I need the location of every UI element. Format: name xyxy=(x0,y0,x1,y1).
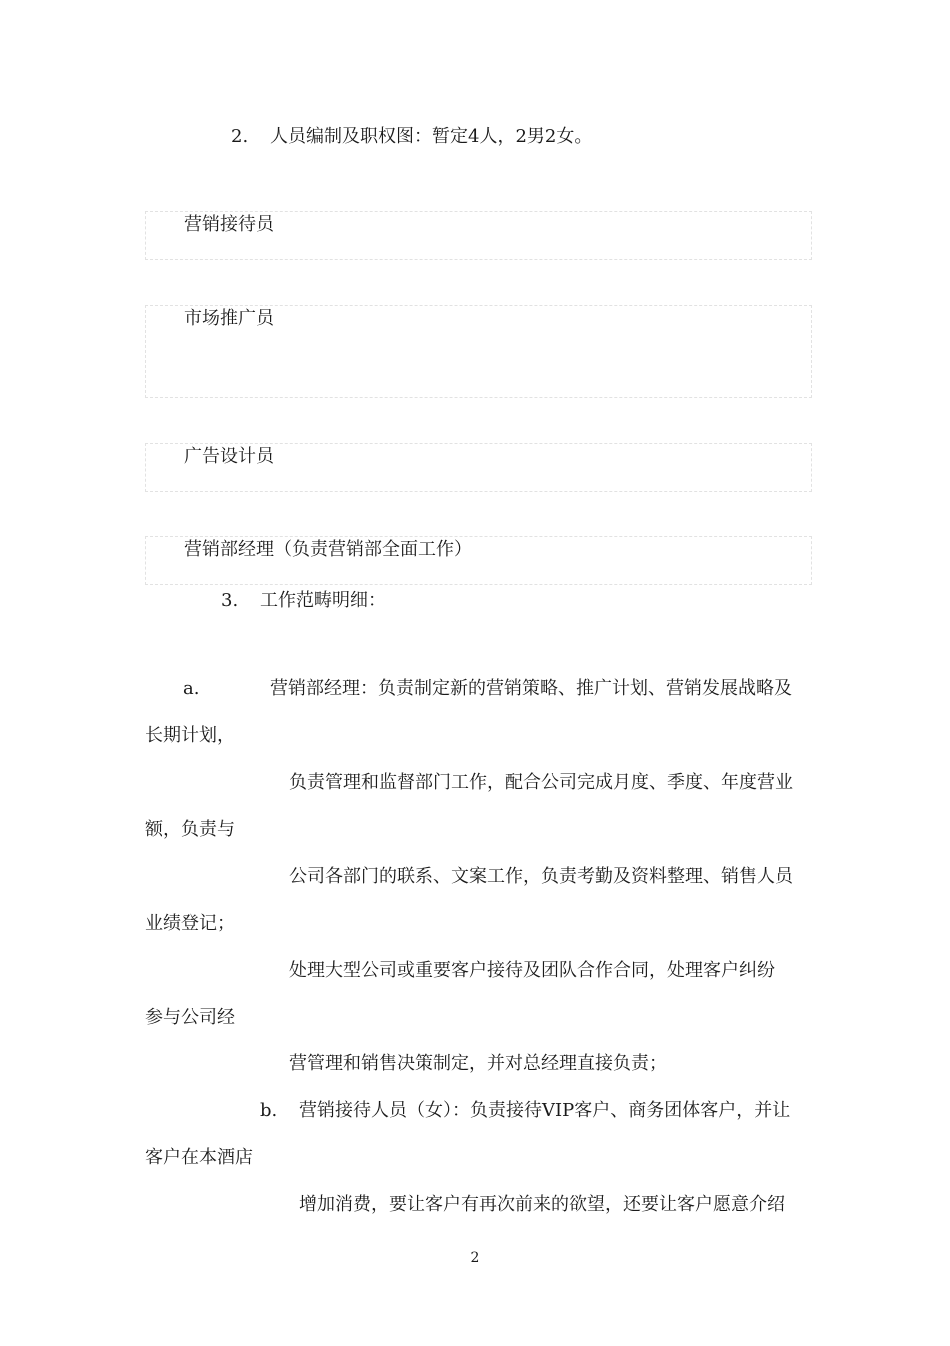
section-3-number: 3. xyxy=(221,590,239,611)
item-a-line: 营管理和销售决策制定，并对总经理直接负责； xyxy=(289,1053,667,1074)
org-box-label: 市场推广员 xyxy=(184,308,274,329)
item-a-marker: a. xyxy=(183,678,200,699)
item-a-line: 长期计划， xyxy=(145,725,235,746)
org-box-promotion xyxy=(145,305,812,398)
item-b-line: 营销接待人员（女）：负责接待VIP客户、商务团体客户，并让 xyxy=(299,1100,791,1121)
section-3-heading: 工作范畴明细： xyxy=(260,590,386,611)
item-a-line: 业绩登记； xyxy=(145,913,235,934)
item-a-line: 负责管理和监督部门工作，配合公司完成月度、季度、年度营业 xyxy=(289,772,793,793)
org-box-manager xyxy=(145,536,812,585)
item-a-line: 处理大型公司或重要客户接待及团队合作合同，处理客户纠纷 xyxy=(289,960,775,981)
item-b-marker: b. xyxy=(260,1100,278,1121)
org-box-label: 广告设计员 xyxy=(184,446,274,467)
item-a-line: 公司各部门的联系、文案工作，负责考勤及资料整理、销售人员 xyxy=(289,866,793,887)
item-b-line: 增加消费，要让客户有再次前来的欲望，还要让客户愿意介绍 xyxy=(299,1194,785,1215)
section-2-number: 2. xyxy=(231,126,249,147)
org-box-label: 营销接待员 xyxy=(184,214,274,235)
item-b-line: 客户在本酒店 xyxy=(145,1147,253,1168)
org-box-reception xyxy=(145,211,812,260)
org-box-label: 营销部经理（负责营销部全面工作） xyxy=(184,539,472,560)
item-a-line: 参与公司经 xyxy=(145,1007,235,1028)
section-2-heading: 人员编制及职权图：暂定4人，2男2女。 xyxy=(270,126,593,147)
item-a-line: 额，负责与 xyxy=(145,819,235,840)
item-a-line: 营销部经理：负责制定新的营销策略、推广计划、营销发展战略及 xyxy=(270,678,792,699)
org-box-design xyxy=(145,443,812,492)
page-number: 2 xyxy=(470,1250,480,1266)
